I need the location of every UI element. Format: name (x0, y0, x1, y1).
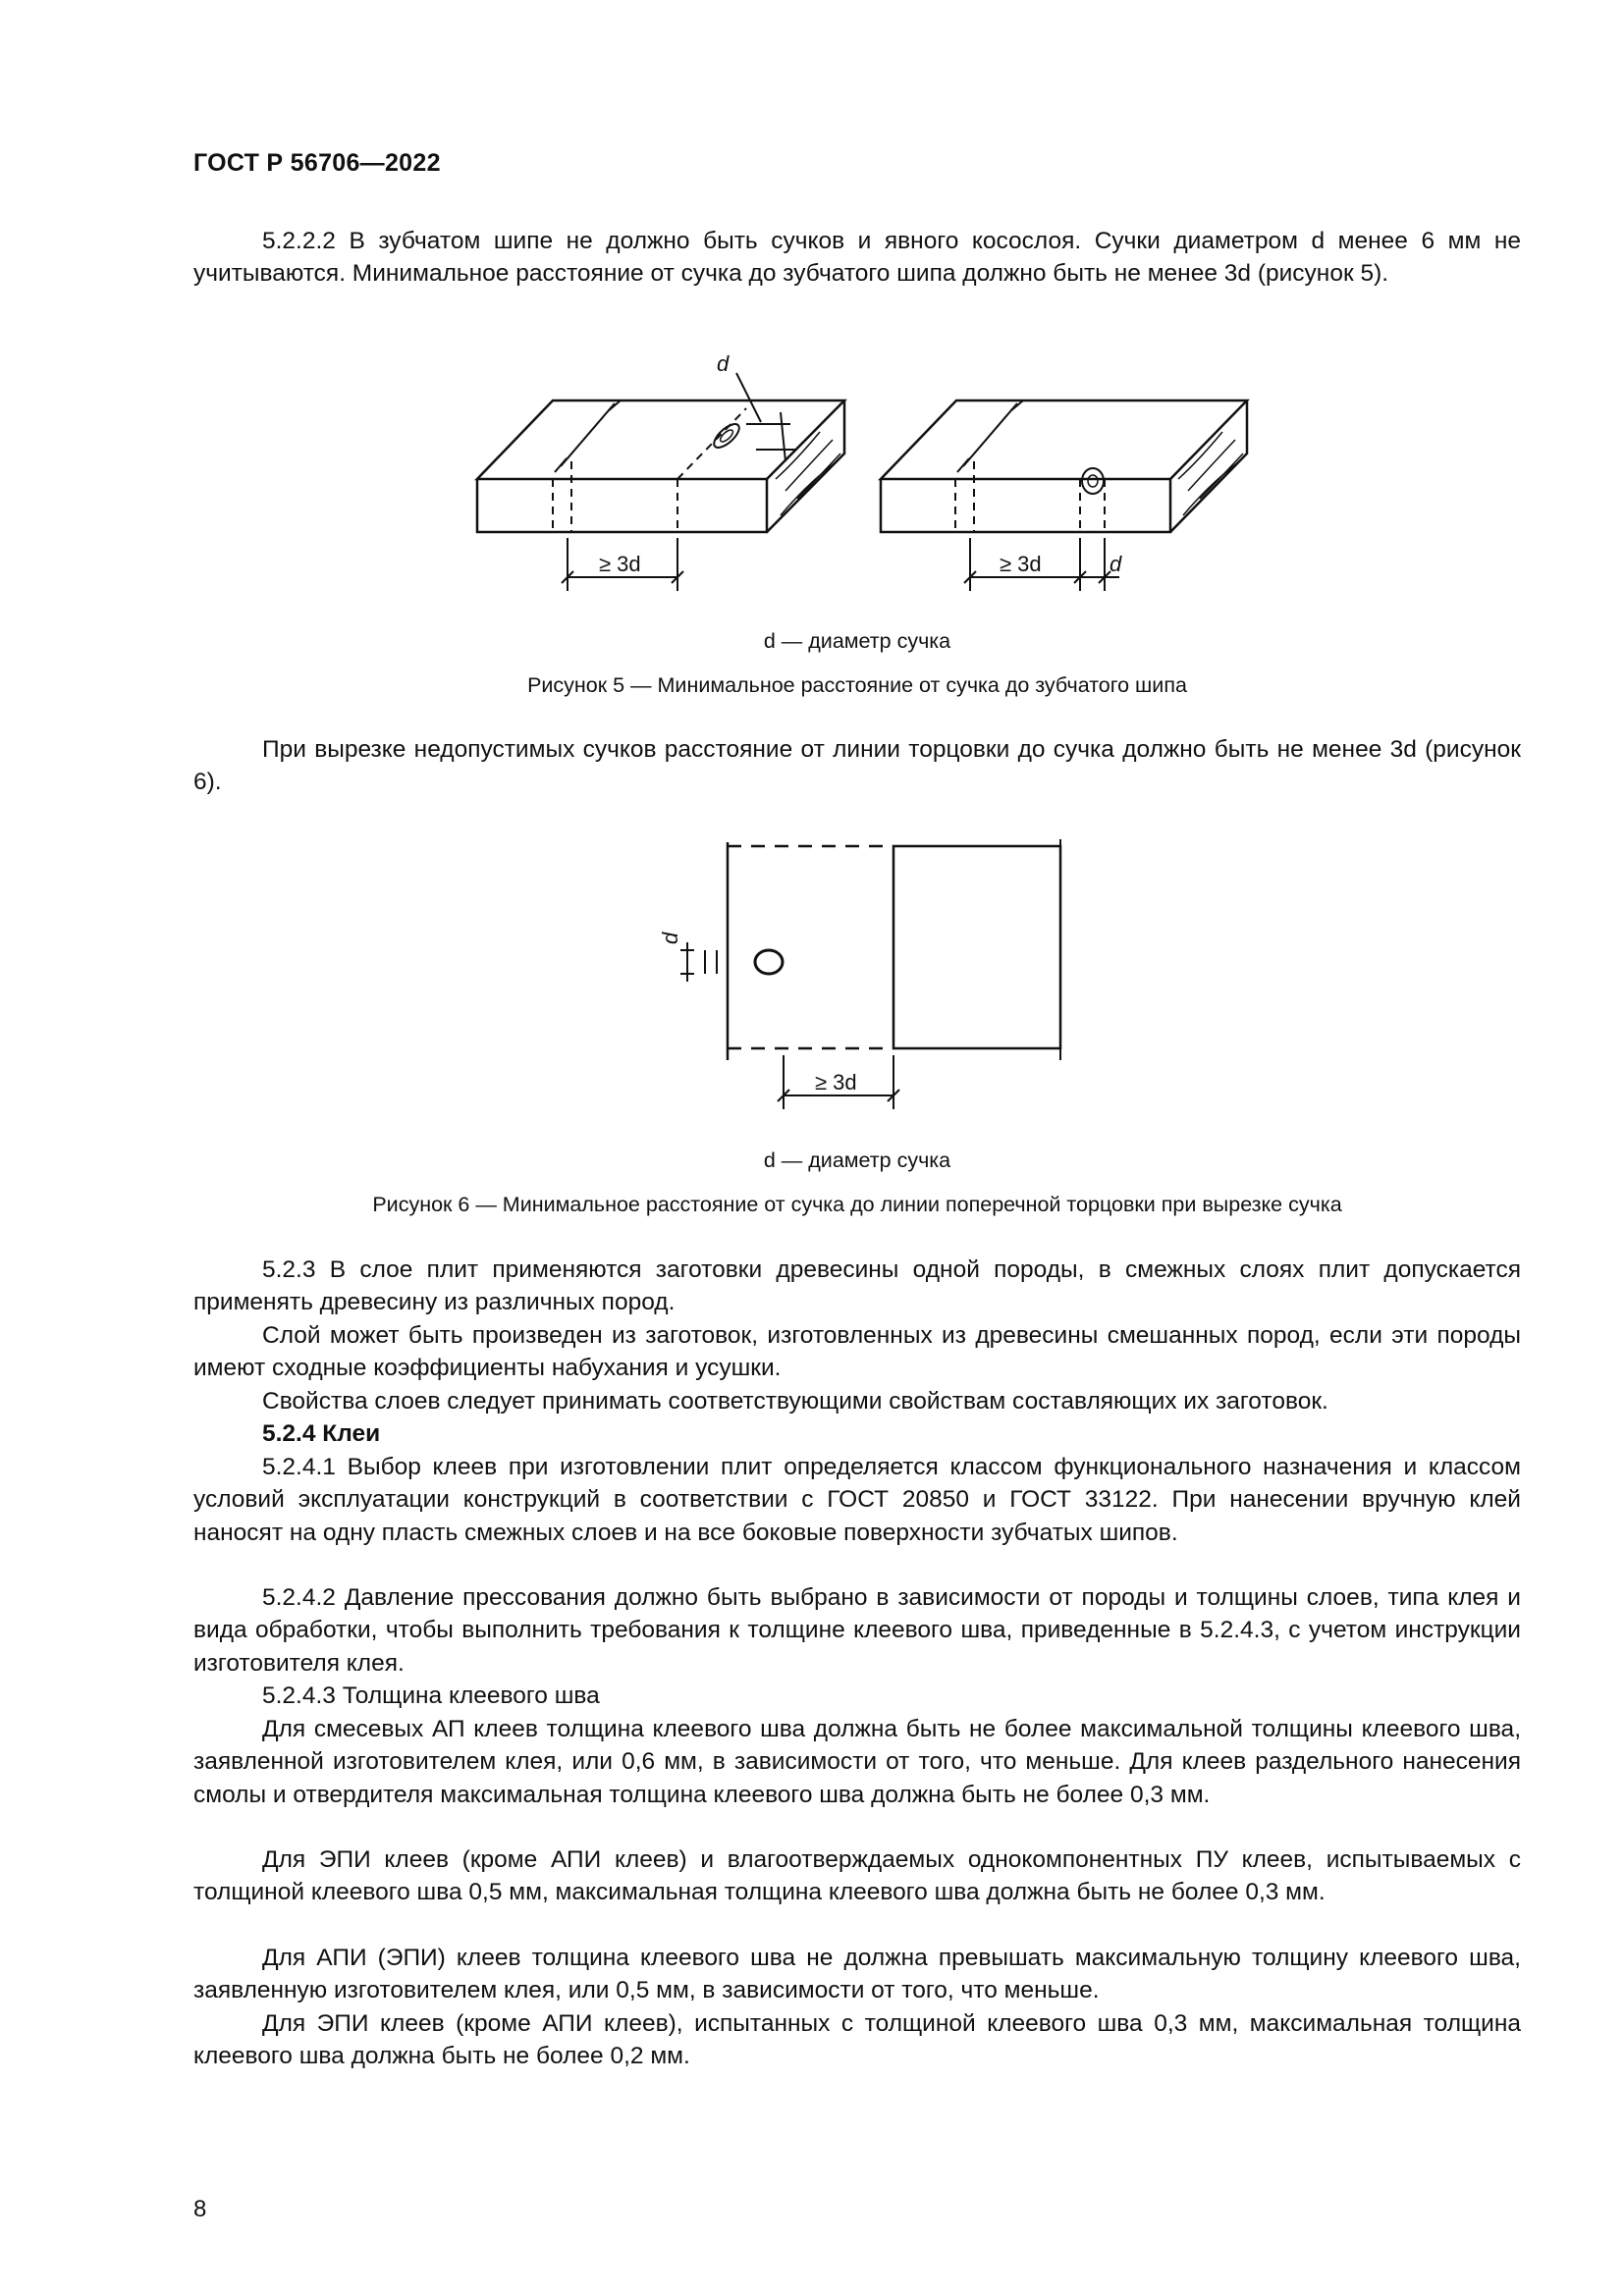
paragraph-mixed-species: Слой может быть произведен из заготовок, изготовленных из древесины смешанных пород, если эти породы имеют сходные коэффициенты набухания и усушки. (193, 1322, 1521, 1382)
figure-6-drawing (628, 815, 1080, 1109)
paragraph-api-epi-adhesives: Для АПИ (ЭПИ) клеев толщина клеевого шва не должна превышать максимальную толщину клеевого шва, заявленную изготовителем клея, или 0,5 мм, в зависимости от того, что меньше. (193, 1945, 1521, 2004)
figure-5-label-d: d (717, 351, 730, 376)
paragraph-epi-pu-adhesives: Для ЭПИ клеев (кроме АПИ клеев) и влагоотверждаемых однокомпонентных ПУ клеев, испытываемых с толщиной клеевого шва 0,5 мм, максимальная толщина клеевого шва должна быть не более 0,3 мм. (193, 1846, 1521, 1906)
figure-6-legend: d — диаметр сучка (763, 1148, 951, 1172)
paragraph-5-2-4-1: 5.2.4.1 Выбор клеев при изготовлении плит определяется классом функционального назначения и классом условий эксплуатации конструкций в соответствии с ГОСТ 20850 и ГОСТ 33122. При нанесении вручную клей наносят на одну пласть смежных слоев и на все боковые поверхности зубчатых шипов. (193, 1454, 1521, 1546)
figure-5-label-3d-left: ≥ 3d (599, 552, 641, 576)
paragraph-5-2-4-3-title: 5.2.4.3 Толщина клеевого шва (262, 1682, 600, 1709)
paragraph-epi-0-3: Для ЭПИ клеев (кроме АПИ клеев), испытанных с толщиной клеевого шва 0,3 мм, максимальная толщина клеевого шва должна быть не более 0,2 мм. (193, 2010, 1521, 2070)
figure-6-caption: Рисунок 6 — Минимальное расстояние от сучка до линии поперечной торцовки при вырезке сучка (372, 1193, 1342, 1216)
paragraph-ap-adhesives: Для смесевых АП клеев толщина клеевого шва должна быть не более максимальной толщины клеевого шва, заявленной изготовителем клея, или 0,6 мм, в зависимости от того, что меньше. Для клеев раздельного нанесения смолы и отвердителя максимальная толщина клеевого шва должна быть не более 0,3 мм. (193, 1716, 1521, 1808)
section-heading-5-2-4: 5.2.4 Клеи (262, 1420, 381, 1447)
figure-5-label-d-right: d (1110, 552, 1122, 576)
figure-5-drawing (461, 344, 1267, 599)
figure-5-legend: d — диаметр сучка (763, 629, 951, 653)
figure-6-label-d: d (658, 932, 682, 944)
paragraph-layer-properties: Свойства слоев следует принимать соответствующими свойствам составляющих их заготовок. (262, 1388, 1328, 1415)
figure-6-label-3d: ≥ 3d (815, 1070, 857, 1095)
paragraph-5-2-2-2: 5.2.2.2 В зубчатом шипе не должно быть сучков и явного косослоя. Сучки диаметром d менее 6 мм не учитываются. Минимальное расстояние от сучка до зубчатого шипа должно быть не менее 3d (рисунок 5). (193, 228, 1521, 288)
paragraph-5-2-4-2: 5.2.4.2 Давление прессования должно быть выбрано в зависимости от породы и толщины слоев, типа клея и вида обработки, чтобы выполнить требования к толщине клеевого шва, приведенные в 5.2.4.3, с учетом инструкции изготовителя клея. (193, 1584, 1521, 1677)
figure-5-caption: Рисунок 5 — Минимальное расстояние от сучка до зубчатого шипа (527, 673, 1187, 697)
page-number: 8 (193, 2196, 207, 2222)
figure-5-label-3d-right: ≥ 3d (1000, 552, 1042, 576)
paragraph-5-2-3: 5.2.3 В слое плит применяются заготовки древесины одной породы, в смежных слоях плит допускается применять древесину из различных пород. (193, 1256, 1521, 1316)
paragraph-knot-cutting: При вырезке недопустимых сучков расстояние от линии торцовки до сучка должно быть не менее 3d (рисунок 6). (193, 736, 1521, 796)
document-code: ГОСТ Р 56706—2022 (193, 149, 441, 177)
